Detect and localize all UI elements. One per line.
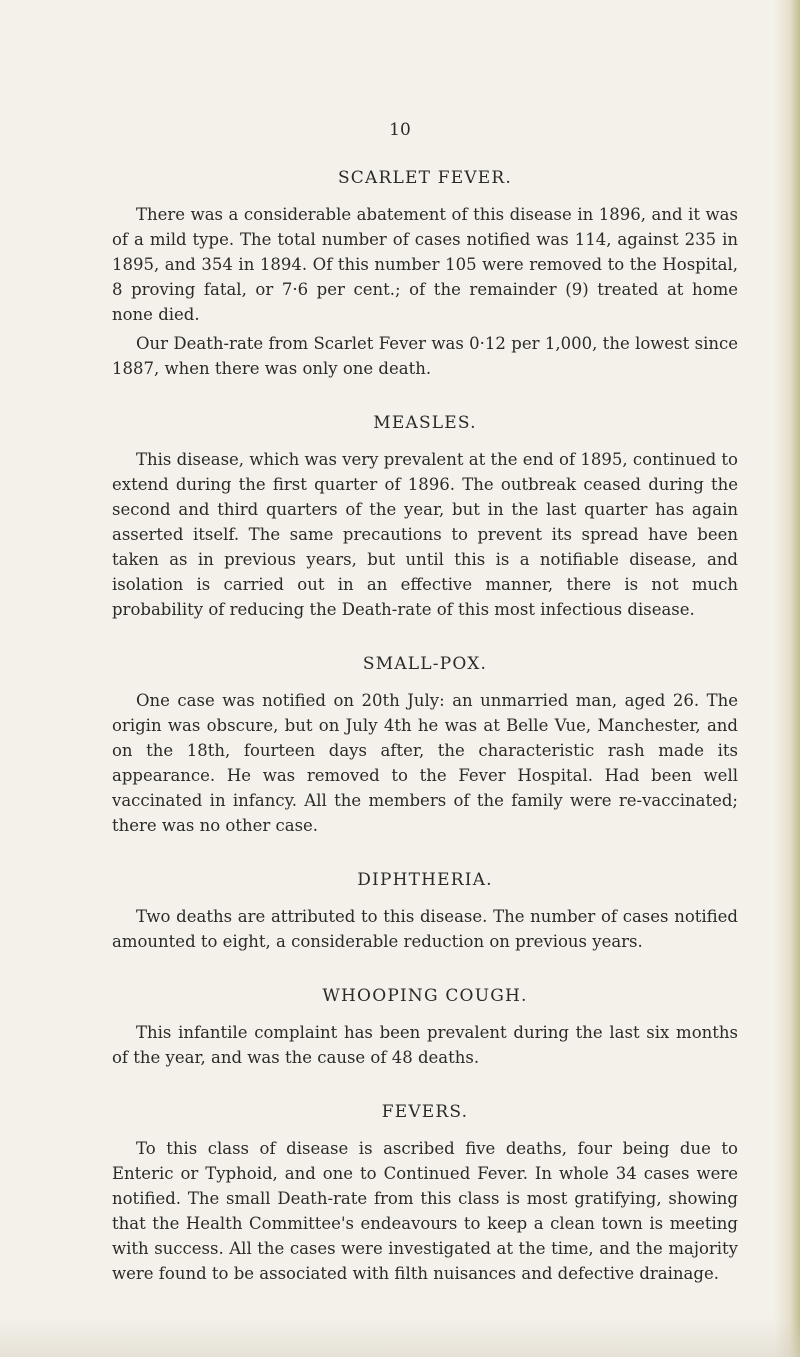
section-measles — [112, 413, 738, 622]
section-heading: FEVERS. — [381, 1102, 469, 1122]
paragraph: There was a considerable abatement of this disease in 1896, and it was of a mild type. The total number of cases notified was 114, against 235 in 1895, and 354 in 1894. Of this number 105 were removed to the Hospital, 8 proving fatal, or 7·6 per cent.; of the remainder (9) treated at home none died. — [112, 205, 738, 324]
section-whooping-cough — [112, 986, 738, 1070]
page-content — [112, 168, 738, 1318]
paragraph: This infantile complaint has been prevalent during the last six months of the year, and was the cause of 48 deaths. — [112, 1023, 738, 1067]
section-diphtheria — [112, 870, 738, 954]
section-small-pox — [112, 654, 738, 838]
section-heading: DIPHTHERIA. — [357, 870, 493, 890]
page-number: 10 — [389, 120, 411, 140]
section-heading: MEASLES. — [373, 413, 477, 433]
page-edge-shading — [774, 0, 800, 1357]
section-heading: WHOOPING COUGH. — [322, 986, 528, 1006]
paragraph: One case was notified on 20th July: an unmarried man, aged 26. The origin was obscure, but on July 4th he was at Belle Vue, Manchester, and on the 18th, fourteen days after, the characteristic rash made its appearance. He was removed to the Fever Hospital. Had been well vaccinated in infancy. All the members of the family were re-vaccinated; there was no other case. — [112, 691, 738, 835]
paragraph: This disease, which was very prevalent at the end of 1895, continued to extend during the first quarter of 1896. The outbreak ceased during the second and third quarters of the year, but in the last quarter has again asserted itself. The same precautions to prevent its spread have been taken as in previous years, but until this is a notifiable disease, and isolation is carried out in an effective manner, there is not much probability of reducing the Death-rate of this most infectious disease. — [112, 450, 738, 619]
section-heading: SCARLET FEVER. — [337, 168, 513, 188]
page-bottom-shading — [0, 1317, 800, 1357]
section-heading: SMALL-POX. — [362, 654, 488, 674]
paragraph: Two deaths are attributed to this disease. The number of cases notified amounted to eight, a considerable reduction on previous years. — [112, 907, 738, 951]
section-scarlet-fever — [112, 168, 738, 381]
paragraph: To this class of disease is ascribed five deaths, four being due to Enteric or Typhoid, and one to Continued Fever. In whole 34 cases were notified. The small Death-rate from this class is most gratifying, showing that the Health Committee's endeavours to keep a clean town is meeting with success. All the cases were investigated at the time, and the majority were found to be associated with filth nuisances and defective drainage. — [112, 1139, 738, 1283]
paragraph: Our Death-rate from Scarlet Fever was 0·12 per 1,000, the lowest since 1887, when there was only one death. — [112, 334, 738, 378]
section-fevers — [112, 1102, 738, 1286]
